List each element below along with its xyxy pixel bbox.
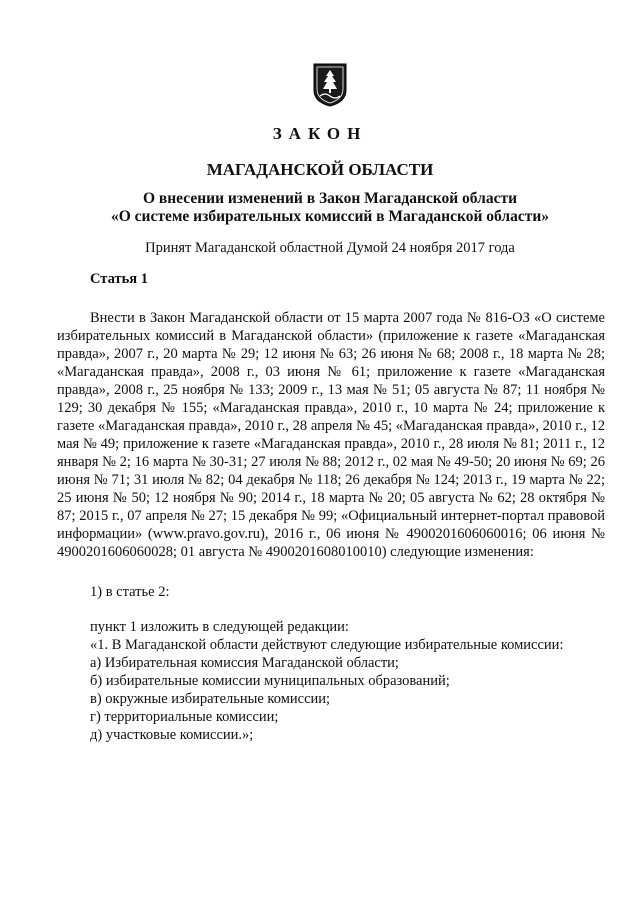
article-title: Статья 1 xyxy=(90,271,148,287)
point-intro: пункт 1 изложить в следующей редакции: xyxy=(90,619,349,635)
law-subject-line-1: О внесении изменений в Закон Магаданской области xyxy=(142,190,518,207)
new-text-line: д) участковые комиссии.»; xyxy=(90,727,254,743)
new-text-line: г) территориальные комиссии; xyxy=(90,709,279,725)
document-type-title: ЗАКОН xyxy=(272,124,368,143)
law-subject-line-2: «О системе избирательных комиссий в Магаданской области» xyxy=(110,208,550,225)
new-text-line: «1. В Магаданской области действуют следующие избирательные комиссии: xyxy=(90,637,564,653)
new-text-line: а) Избирательная комиссия Магаданской области; xyxy=(90,655,399,671)
region-title: МАГАДАНСКОЙ ОБЛАСТИ xyxy=(206,160,434,179)
amendment-item-1: 1) в статье 2: xyxy=(90,584,170,600)
law-subject xyxy=(40,190,620,226)
new-text-line: б) избирательные комиссии муниципальных образований; xyxy=(90,673,450,689)
article-intro-paragraph: Внести в Закон Магаданской области от 15 марта 2007 года № 816-ОЗ «О системе избирательных комиссий в Магаданской области» (приложение к газете «Магаданская правда», 2007 г., 20 марта № 29; 12 июня № 63; 26 июня № 68; 2008 г., 18 марта № 28; «Магаданская правда», 2008 г., 03 июня № 61; приложение к газете «Магаданская правда», 2008 г., 25 ноября № 133; 2009 г., 13 мая № 51; 05 августа № 87; 11 ноября № 129; 30 декабря № 155; «Магаданская правда», 2010 г., 10 марта № 24; приложение к газете «Магаданская правда», 2010 г., 28 апреля № 45; «Магаданская правда», 2010 г., 12 мая № 49; приложение к газете «Магаданская правда», 2010 г., 28 июля № 81; 2011 г., 12 января № 2; 16 марта № 30-31; 27 июля № 88; 2012 г., 02 мая № 49-50; 20 июня № 69; 26 июня № 71; 31 июля № 82; 04 декабря № 118; 26 декабря № 124; 2013 г., 19 марта № 22; 25 июня № 50; 12 ноября № 90; 2014 г., 18 марта № 20; 05 августа № 62; 28 октября № 87; 2015 г., 07 апреля № 27; 15 декабря № 99; «Официальный интернет-портал правовой информации» (www.pravo.gov.ru), 2016 г., 06 июня № 4900201606060016; 06 июня № 4900201606060028; 01 августа № 4900201608010010) следующие изменения: xyxy=(57,310,605,560)
adoption-statement: Принят Магаданской областной Думой 24 ноября 2017 года xyxy=(145,240,515,256)
magadan-coat-of-arms-icon xyxy=(312,62,348,108)
new-text-line: в) окружные избирательные комиссии; xyxy=(90,691,331,707)
